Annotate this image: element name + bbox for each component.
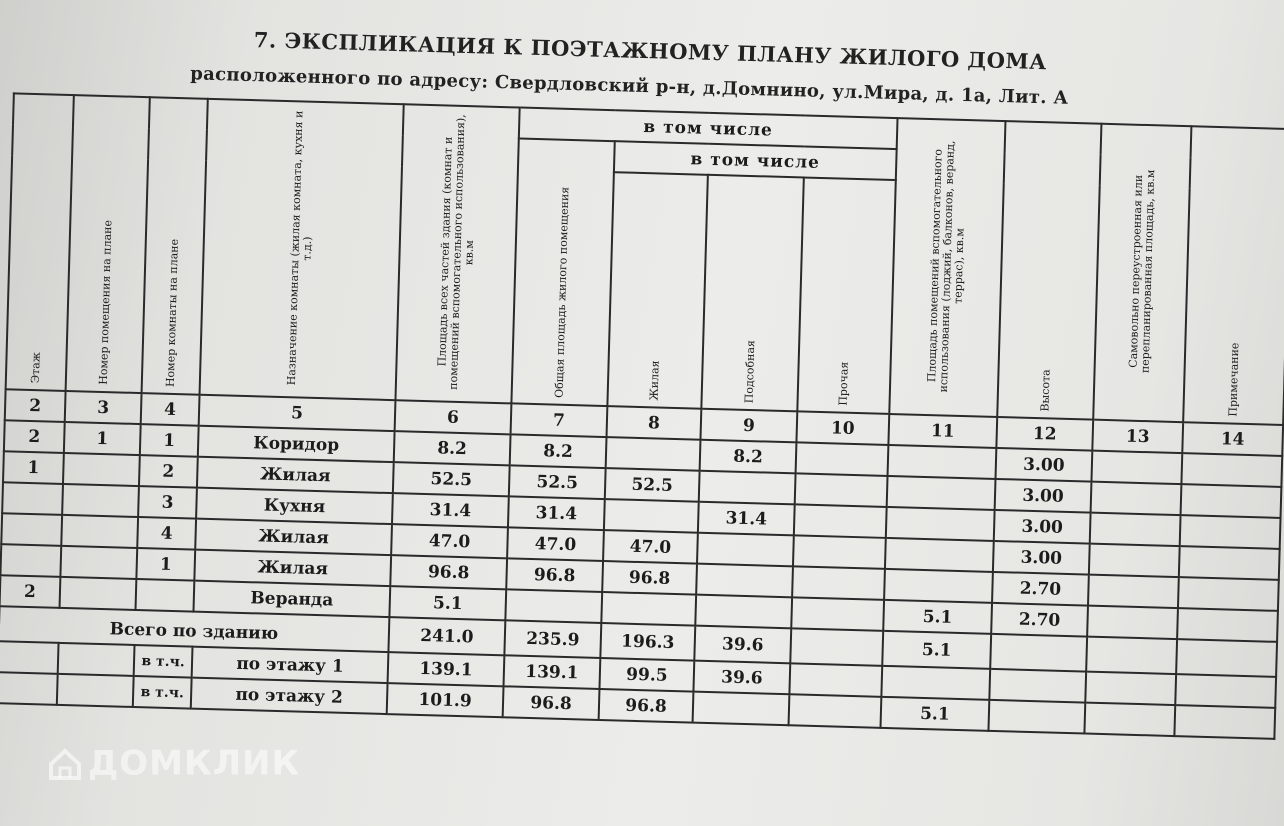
cell-other xyxy=(793,535,886,569)
cell-area-total: 8.2 xyxy=(510,434,607,468)
cell-room-number xyxy=(60,577,137,610)
total-floor2-blank2 xyxy=(57,674,134,707)
explication-table xyxy=(0,92,1284,740)
cell-room-number xyxy=(63,453,140,486)
table-body xyxy=(0,420,1282,642)
cell-area-total: 47.0 xyxy=(507,527,604,561)
header-sub-number: Номер комнаты на плане xyxy=(142,97,208,395)
cell-sub-number: 2 xyxy=(139,455,198,488)
cell-note xyxy=(1180,515,1281,549)
cell-note xyxy=(1177,608,1278,642)
column-number: 3 xyxy=(65,391,142,424)
document-title: 7. ЭКСПЛИКАЦИЯ К ПОЭТАЖНОМУ ПЛАНУ ЖИЛОГО ДОМА xyxy=(253,27,1048,75)
cell-area-all: 5.1 xyxy=(389,586,506,620)
cell-living xyxy=(601,592,696,626)
cell-living: 52.5 xyxy=(605,468,700,502)
cell-auxiliary xyxy=(699,471,796,505)
total-floor1-c13 xyxy=(1085,672,1176,706)
total-building-c6: 241.0 xyxy=(388,617,505,655)
cell-aux-area xyxy=(885,538,994,572)
cell-other xyxy=(794,504,887,538)
cell-unauthorized xyxy=(1089,544,1180,578)
header-other: Прочая xyxy=(797,177,895,413)
cell-purpose: Веранда xyxy=(193,581,390,617)
total-floor2-c8: 96.8 xyxy=(599,689,694,723)
cell-living xyxy=(604,499,699,533)
cell-purpose: Жилая xyxy=(194,550,391,586)
cell-floor: 2 xyxy=(0,575,60,608)
cell-floor: 2 xyxy=(4,420,65,453)
cell-unauthorized xyxy=(1090,513,1181,547)
cell-aux-area xyxy=(887,476,996,510)
cell-area-total: 96.8 xyxy=(506,558,603,592)
total-floor2-c12 xyxy=(988,700,1085,734)
cell-area-total: 31.4 xyxy=(508,496,605,530)
cell-aux-area xyxy=(884,569,993,603)
total-floor2-incl: в т.ч. xyxy=(133,676,192,709)
total-floor1-c8: 99.5 xyxy=(599,658,694,692)
cell-note xyxy=(1179,546,1280,580)
cell-aux-area xyxy=(888,445,997,479)
total-floor1-c9: 39.6 xyxy=(693,661,790,695)
column-number: 10 xyxy=(796,411,889,445)
cell-area-total xyxy=(505,589,602,623)
column-number: 6 xyxy=(395,400,512,434)
total-floor2-c14 xyxy=(1174,705,1275,739)
header-room-number: Номер помещения на плане xyxy=(66,95,150,393)
total-floor1-c11 xyxy=(881,666,990,700)
total-floor1-blank xyxy=(0,641,59,674)
total-building-c11: 5.1 xyxy=(882,631,991,669)
column-number: 2 xyxy=(5,389,66,422)
total-floor2-c13 xyxy=(1084,703,1175,737)
cell-sub-number: 1 xyxy=(136,548,195,581)
cell-unauthorized xyxy=(1088,575,1179,609)
header-purpose: Назначение комнаты (жилая комната, кухня и т.д.) xyxy=(200,99,404,400)
total-building-c12 xyxy=(990,634,1087,672)
cell-note xyxy=(1181,453,1282,487)
cell-height: 3.00 xyxy=(995,448,1092,482)
total-floor2-c7: 96.8 xyxy=(503,686,600,720)
cell-room-number: 1 xyxy=(64,422,141,455)
column-number: 5 xyxy=(199,395,396,431)
header-unauthorized: Самовольно переустроенная или перепланированная площадь, кв.м xyxy=(1093,124,1191,422)
domclick-watermark xyxy=(48,742,300,784)
cell-other xyxy=(795,473,888,507)
header-area-total: Общая площадь жилого помещения xyxy=(511,139,614,407)
cell-auxiliary xyxy=(697,533,794,567)
cell-area-total: 52.5 xyxy=(509,465,606,499)
total-building-c9: 39.6 xyxy=(694,626,791,664)
cell-area-all: 8.2 xyxy=(394,431,511,465)
cell-sub-number xyxy=(135,579,194,612)
header-height: Высота xyxy=(997,121,1101,420)
cell-other xyxy=(791,597,884,631)
total-building-c14 xyxy=(1176,639,1277,677)
total-floor2-label: по этажу 2 xyxy=(191,678,388,714)
header-including-2: в том числе xyxy=(614,141,897,180)
column-number: 4 xyxy=(141,393,200,426)
total-floor1-c7: 139.1 xyxy=(504,655,601,689)
total-building-c13 xyxy=(1086,637,1177,674)
cell-sub-number: 3 xyxy=(138,486,197,519)
column-number: 9 xyxy=(700,409,797,443)
cell-auxiliary xyxy=(695,595,792,629)
cell-aux-area xyxy=(886,507,995,541)
total-floor1-c14 xyxy=(1175,674,1276,708)
total-building-c8: 196.3 xyxy=(600,623,695,661)
column-number: 8 xyxy=(607,406,702,440)
total-building-label: Всего по зданию xyxy=(0,606,389,652)
cell-note xyxy=(1178,577,1279,611)
header-living: Жилая xyxy=(607,172,707,409)
cell-area-all: 31.4 xyxy=(392,493,509,527)
cell-area-all: 47.0 xyxy=(391,524,508,558)
column-number: 11 xyxy=(888,414,997,448)
header-area-all: Площадь всех частей здания (комнат и помещений вспомогательного использования), кв.м xyxy=(395,104,519,403)
cell-height: 3.00 xyxy=(993,541,1090,575)
document-address: расположенного по адресу: Свердловский р-н, д.Домнино, ул.Мира, д. 1а, Лит. А xyxy=(190,63,1069,109)
cell-purpose: Коридор xyxy=(198,426,395,462)
total-floor2-c10 xyxy=(789,694,882,728)
header-auxiliary: Подсобная xyxy=(701,175,803,412)
cell-sub-number: 1 xyxy=(140,424,199,457)
watermark-text: ДОМКЛИК xyxy=(88,743,301,784)
cell-living xyxy=(606,437,701,471)
cell-sub-number: 4 xyxy=(137,517,196,550)
total-floor1-c12 xyxy=(989,669,1086,703)
cell-auxiliary: 31.4 xyxy=(698,502,795,536)
header-note: Примечание xyxy=(1183,126,1284,425)
cell-other xyxy=(796,442,889,476)
cell-floor xyxy=(1,513,62,546)
cell-auxiliary xyxy=(696,564,793,598)
cell-purpose: Кухня xyxy=(196,488,393,524)
cell-auxiliary: 8.2 xyxy=(700,440,797,474)
cell-height: 2.70 xyxy=(991,603,1088,637)
cell-room-number xyxy=(61,515,138,548)
cell-room-number xyxy=(62,484,139,517)
cell-aux-area: 5.1 xyxy=(883,600,992,634)
column-number: 14 xyxy=(1182,422,1283,456)
total-floor1-c6: 139.1 xyxy=(388,652,505,686)
total-floor1-c10 xyxy=(789,663,882,697)
cell-height: 3.00 xyxy=(994,510,1091,544)
column-number: 13 xyxy=(1092,420,1183,454)
header-aux-area: Площадь помещений вспомогательного использования (лоджий, балконов, веранд, террас), кв.м xyxy=(889,118,1005,417)
cell-height: 2.70 xyxy=(992,572,1089,606)
header-floor: Этаж xyxy=(6,93,74,391)
cell-height: 3.00 xyxy=(995,479,1092,513)
cell-area-all: 96.8 xyxy=(390,555,507,589)
cell-area-all: 52.5 xyxy=(393,462,510,496)
header-including-1: в том числе xyxy=(519,108,898,150)
cell-living: 47.0 xyxy=(603,530,698,564)
total-floor2-c9 xyxy=(693,692,790,726)
total-building-c10 xyxy=(790,628,883,666)
total-floor1-blank2 xyxy=(58,643,135,676)
total-floor2-blank xyxy=(0,672,58,705)
cell-unauthorized xyxy=(1087,606,1178,640)
cell-purpose: Жилая xyxy=(195,519,392,555)
cell-room-number xyxy=(60,546,137,579)
cell-unauthorized xyxy=(1091,482,1182,516)
cell-floor: 1 xyxy=(3,451,64,484)
total-floor2-c11: 5.1 xyxy=(880,697,989,731)
total-floor1-label: по этажу 1 xyxy=(192,647,389,683)
cell-unauthorized xyxy=(1091,451,1182,485)
total-floor2-c6: 101.9 xyxy=(387,683,504,717)
cell-floor xyxy=(0,544,61,577)
total-building-c7: 235.9 xyxy=(504,620,601,658)
cell-other xyxy=(792,566,885,600)
column-number: 12 xyxy=(996,417,1093,451)
house-icon xyxy=(48,747,82,781)
cell-purpose: Жилая xyxy=(197,457,394,493)
cell-note xyxy=(1181,484,1282,518)
cell-floor xyxy=(2,482,63,515)
column-number: 7 xyxy=(511,403,608,437)
total-floor1-incl: в т.ч. xyxy=(134,645,193,678)
cell-living: 96.8 xyxy=(602,561,697,595)
